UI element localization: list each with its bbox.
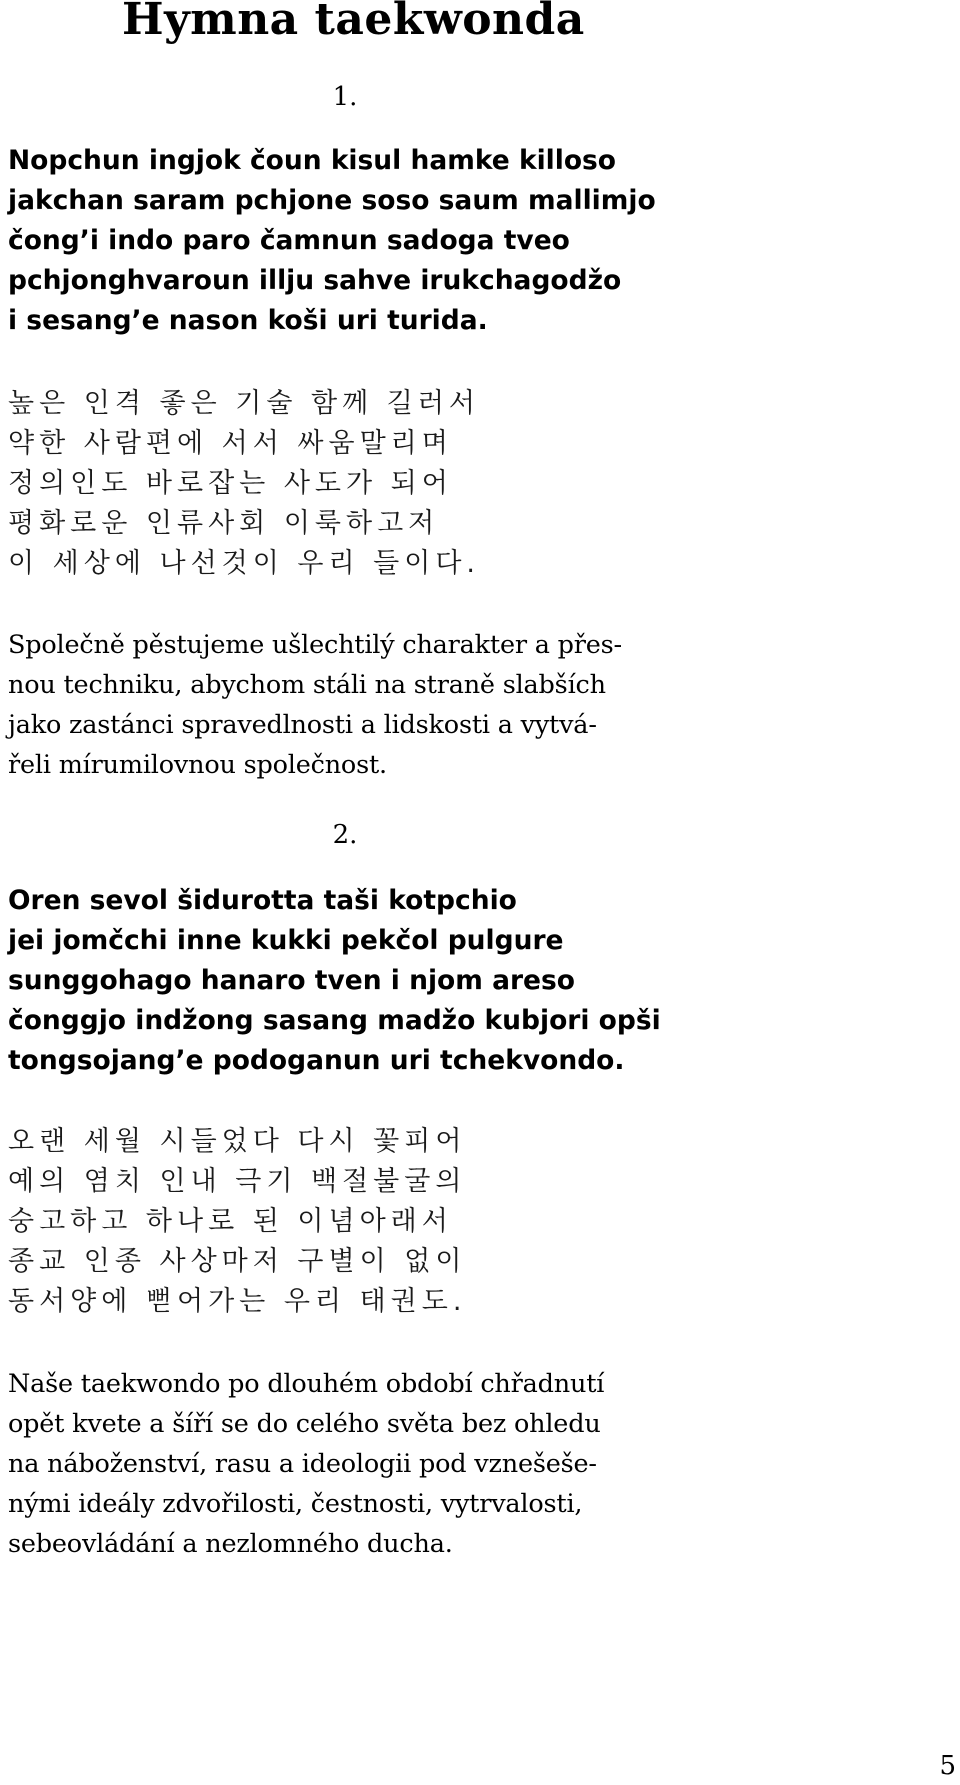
lyric-line: pchjonghvaroun illju sahve irukchagodžo [8, 265, 622, 296]
korean-lyrics [8, 384, 480, 584]
translation-line: nými ideály zdvořilosti, čestnosti, vytrvalosti, [8, 1489, 583, 1519]
romanized-lyrics [8, 881, 661, 1081]
lyric-line: 약한 사람편에 서서 싸움말리며 [8, 428, 453, 459]
lyric-line: i sesang’e nason koši uri turida. [8, 305, 488, 336]
lyric-line: 이 세상에 나선것이 우리 들이다. [8, 548, 480, 579]
translation-line: na náboženství, rasu a ideologii pod vznešeše- [8, 1449, 597, 1479]
lyric-line: jei jomčchi inne kukki pekčol pulgure [8, 925, 564, 956]
lyric-line: Nopchun ingjok čoun kisul hamke killoso [8, 145, 616, 176]
lyric-line: čonggjo indžong sasang madžo kubjori opši [8, 1005, 661, 1036]
translation-line: Společně pěstujeme ušlechtilý charakter a přes- [8, 630, 622, 660]
lyric-line: 정의인도 바로잡는 사도가 되어 [8, 468, 453, 499]
page-title: Hymna taekwonda [122, 0, 585, 45]
lyric-line: 예의 염치 인내 극기 백절불굴의 [8, 1166, 467, 1197]
lyric-line: sunggohago hanaro tven i njom areso [8, 965, 576, 996]
lyric-line: 종교 인종 사상마저 구별이 없이 [8, 1246, 467, 1277]
translation-line: opět kvete a šíří se do celého světa bez ohledu [8, 1409, 601, 1439]
translation-line: nou techniku, abychom stáli na straně slabších [8, 670, 606, 700]
korean-lyrics [8, 1122, 466, 1322]
translation-line: sebeovládání a nezlomného ducha. [8, 1529, 453, 1559]
verse-number: 2. [332, 820, 358, 850]
czech-translation [8, 1364, 604, 1564]
lyric-line: čong’i indo paro čamnun sadoga tveo [8, 225, 570, 256]
lyric-line: 오랜 세월 시들었다 다시 꽃피어 [8, 1126, 467, 1157]
verse-number: 1. [332, 82, 358, 112]
lyric-line: 높은 인격 좋은 기술 함께 길러서 [8, 388, 480, 419]
lyric-line: 숭고하고 하나로 된 이념아래서 [8, 1206, 453, 1237]
lyric-line: 평화로운 인류사회 이룩하고저 [8, 508, 440, 539]
translation-line: Naše taekwondo po dlouhém období chřadnutí [8, 1369, 605, 1399]
lyric-line: Oren sevol šidurotta taši kotpchio [8, 885, 517, 916]
czech-translation [8, 625, 622, 785]
translation-line: jako zastánci spravedlnosti a lidskosti a vytvá- [8, 710, 597, 740]
lyric-line: tongsojang’e podoganun uri tchekvondo. [8, 1045, 625, 1076]
translation-line: řeli mírumilovnou společnost. [8, 750, 387, 780]
page-number: 5 [939, 1751, 956, 1781]
lyric-line: 동서양에 뻗어가는 우리 태권도. [8, 1286, 467, 1317]
romanized-lyrics [8, 141, 656, 341]
lyric-line: jakchan saram pchjone soso saum mallimjo [8, 185, 656, 216]
